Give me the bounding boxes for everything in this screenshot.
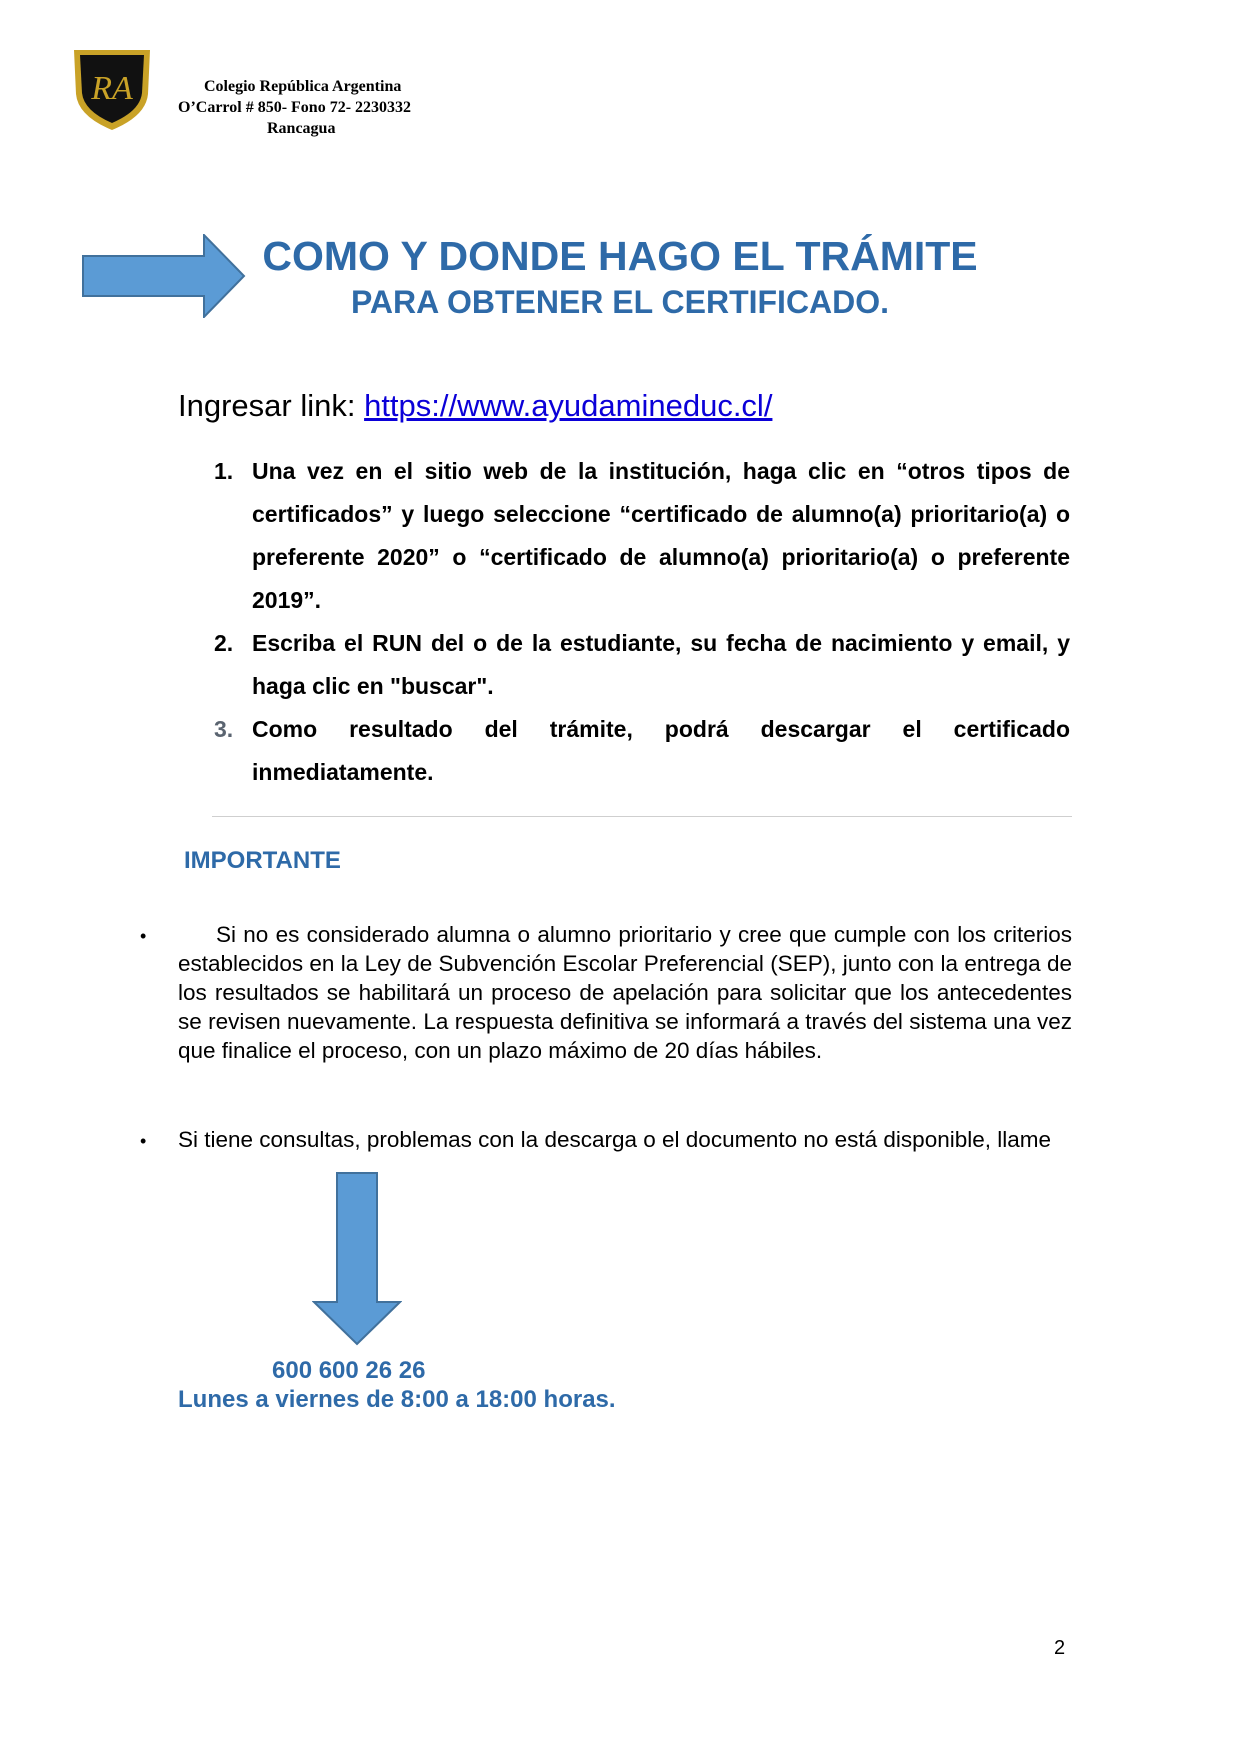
link-line [178, 386, 772, 426]
link-label: Ingresar link: [178, 388, 365, 423]
list-item [214, 450, 1070, 622]
importante-heading: IMPORTANTE [184, 847, 341, 874]
bullet-icon: • [140, 926, 147, 946]
school-header [170, 76, 475, 139]
school-logo [70, 44, 154, 132]
list-item [214, 622, 1070, 708]
step-number: 2. [214, 630, 234, 656]
page-subtitle: PARA OBTENER EL CERTIFICADO. [350, 284, 890, 320]
list-item [214, 708, 1070, 794]
page-title: COMO Y DONDE HAGO EL TRÁMITE [262, 233, 978, 279]
importante-bullet-2: Si tiene consultas, problemas con la descarga o el documento no está disponible, llame [178, 1127, 1052, 1152]
page-number: 2 [1054, 1637, 1066, 1659]
step-text: Como resultado del trámite, podrá descargar el certificado inmediatamente. [252, 716, 1070, 785]
step-text: Escriba el RUN del o de la estudiante, su fecha de nacimiento y email, y haga clic en "buscar". [252, 630, 1070, 699]
contact-phone: 600 600 26 26 [272, 1357, 426, 1384]
bullet-icon: • [140, 1131, 147, 1151]
step-number: 3. [214, 716, 234, 742]
svg-text:RA: RA [91, 70, 133, 107]
contact-hours: Lunes a viernes de 8:00 a 18:00 horas. [178, 1386, 616, 1413]
mineduc-link[interactable]: https://www.ayudamineduc.cl/ [364, 388, 773, 423]
importante-bullet-1: Si no es considerado alumna o alumno prioritario y cree que cumple con los criterios establecidos en la Ley de Subvención Escolar Preferencial (SEP), junto con la entrega de los resultados se habilitará un proceso de apelación para solicitar que los antecedentes se revisen nuevamente. La respuesta definitiva se informará a través del sistema una vez que finalice el proceso, con un plazo máximo de 20 días hábiles. [178, 922, 1072, 1063]
school-name: Colegio República Argentina [204, 78, 402, 95]
arrow-down-icon [312, 1172, 402, 1346]
arrow-right-icon [82, 234, 246, 318]
step-text: Una vez en el sitio web de la institución, haga clic en “otros tipos de certificados” y luego seleccione “certificado de alumno(a) prioritario(a) o preferente 2020” o “certificado de alumno(a) prioritario(a) o preferente 2019”. [252, 458, 1070, 613]
school-address: O’Carrol # 850- Fono 72- 2230332 [178, 99, 412, 116]
steps-list [214, 450, 1070, 794]
divider [212, 816, 1072, 817]
school-city: Rancagua [267, 120, 336, 137]
step-number: 1. [214, 458, 234, 484]
